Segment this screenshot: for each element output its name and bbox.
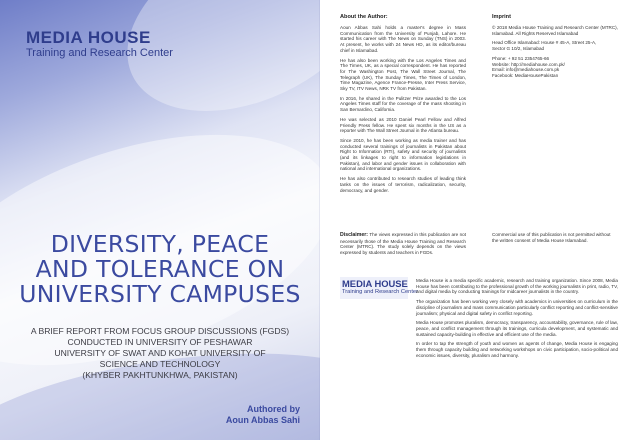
- about-mh-paragraph: In order to tap the strength of youth and women as agents of change, Media House is engaging them through capacity building and networking workshops on civic participation, socio-political and economic issues, diversity, pluralism and harmony.: [416, 341, 618, 358]
- about-mh-paragraph: The organization has been working very closely with academics in universities on curriculum in the discipline of journalism and mass communication particularly conflict reporting and conflict-sensitive journalism; physical and digital safety in conflict reporting.: [416, 299, 618, 316]
- subtitle-line: (KHYBER PAKHTUNKHWA, PAKISTAN): [82, 370, 238, 380]
- contact-email: Email: info@mediahouse.com.pk: [492, 67, 560, 73]
- about-author-section: [340, 14, 466, 197]
- report-title: [10, 232, 310, 307]
- about-author-heading: About the Author:: [340, 14, 388, 20]
- cover-swoosh-decoration-top: [98, 0, 320, 147]
- contact-phone: Phone: + 92 51 2354765-66: [492, 55, 550, 61]
- contact-website: Website: http://mediahouse.com.pk/: [492, 61, 565, 67]
- media-house-logo-small: [340, 277, 418, 299]
- about-author-paragraph: He has also contributed to research studies of leading think tanks on the issues of terrorism, radicalization, security, democracy, and gender.: [340, 176, 466, 193]
- authored-by-label: Authored by: [247, 404, 300, 414]
- subtitle-line: UNIVERSITY OF SWAT AND KOHAT UNIVERSITY OF: [54, 348, 266, 358]
- title-line: UNIVERSITY CAMPUSES: [19, 280, 301, 308]
- about-author-paragraph: Aoun Abbas Sahi holds a master's degree in Mass Communication from the University of Punjab, Lahore. He started his career with The News on Sunday (TNS) in 2003. At present, he works with 24 News HD, as its editor/bureau chief in Islamabad.: [340, 25, 466, 53]
- logo-name: MEDIA HOUSE: [342, 278, 408, 289]
- imprint-address: [492, 40, 618, 51]
- logo-tagline: Training and Research Center: [342, 289, 418, 295]
- disclaimer-label: Disclaimer:: [340, 232, 368, 238]
- contact-facebook: Facebook: MediaHousePakistan: [492, 72, 559, 78]
- address-line: Head Office Islamabad: House # 45-A, Street 25-A,: [492, 40, 597, 46]
- about-media-house-section: [416, 278, 618, 362]
- imprint-heading: Imprint: [492, 14, 511, 20]
- commercial-use-notice: Commercial use of this publication is not permitted without the written consent of Media House Islamabad.: [492, 232, 611, 243]
- title-line: AND TOLERANCE ON: [35, 255, 285, 283]
- about-author-paragraph: He has also been working with the Los Angeles Times and The Times, UK, as a special correspondent. He has reported for The Washington Post, The Wall Street Journal, The Telegraph (UK), The Sunday Times, The Times of London, Time Magazine, Agence France-Presse, Inter Press Service, Sky TV, ITV News, NRK TV from Pakistan.: [340, 57, 466, 92]
- author-name: Aoun Abbas Sahi: [225, 415, 300, 425]
- about-author-paragraph: He was selected as 2010 Daniel Pearl Fellow and Alfred Friendly Press fellow. He spent six months in the US as a reporter with The Wall Street Journal in the Atlanta bureau.: [340, 116, 466, 134]
- disclaimer-text: The views expressed in this publication are not necessarily those of the Media House Training and Research Center (MTRC). The study solely depends on the views expressed by students and teachers in FGDs.: [340, 232, 466, 256]
- about-author-paragraph: Since 2010, he has been working as media trainer and has conducted several trainings of journalists in Pakistan about Right to Information (RTI), safety and security of journalists (and its linkages to right to information legislations in Pakistan), and labor and gender issues in collaboration with national and international organizations.: [340, 137, 466, 172]
- disclaimer-section: [340, 232, 466, 256]
- back-page: [320, 0, 640, 440]
- imprint-copyright: © 2018 Media House Training and Research Center (MTRC), Islamabad. All Rights Reserved Islamabad: [492, 25, 618, 36]
- about-mh-paragraph: Media House is a media specific academic, research and training organization. Since 2008, Media House has been contributing to the professional growth of the working journalists in print, radio, TV, and digital media by conducting trainings for midcareer journalists in the country.: [416, 278, 618, 295]
- imprint-contact: [492, 56, 618, 79]
- title-line: DIVERSITY, PEACE: [50, 230, 270, 258]
- about-mh-paragraph: Media House promotes pluralism, democracy, transparency, accountability, governance, rule of law, peace, and conflict management through its trainings, curricula development, and systematic and sustained capacity-building in effective and efficient use of the media.: [416, 320, 618, 337]
- logo-tagline: Training and Research Center: [26, 47, 173, 59]
- logo-name: MEDIA HOUSE: [26, 28, 151, 47]
- author-credit: [180, 404, 300, 426]
- subtitle-line: SCIENCE AND TECHNOLOGY: [99, 359, 221, 369]
- about-author-paragraph: In 2016, he shared in the Pulitzer Prize awarded to the Los Angeles Times staff for the coverage of the mass shooting in San Bernardino, California.: [340, 95, 466, 113]
- imprint-section: [492, 14, 618, 83]
- subtitle-line: A BRIEF REPORT FROM FOCUS GROUP DISCUSSIONS (FGDS): [30, 326, 290, 336]
- address-line: Sector G 10/2, Islamabad: [492, 46, 545, 52]
- media-house-logo: [26, 28, 173, 60]
- report-subtitle: [10, 326, 310, 381]
- subtitle-line: CONDUCTED IN UNIVERSITY OF PESHAWAR: [67, 337, 253, 347]
